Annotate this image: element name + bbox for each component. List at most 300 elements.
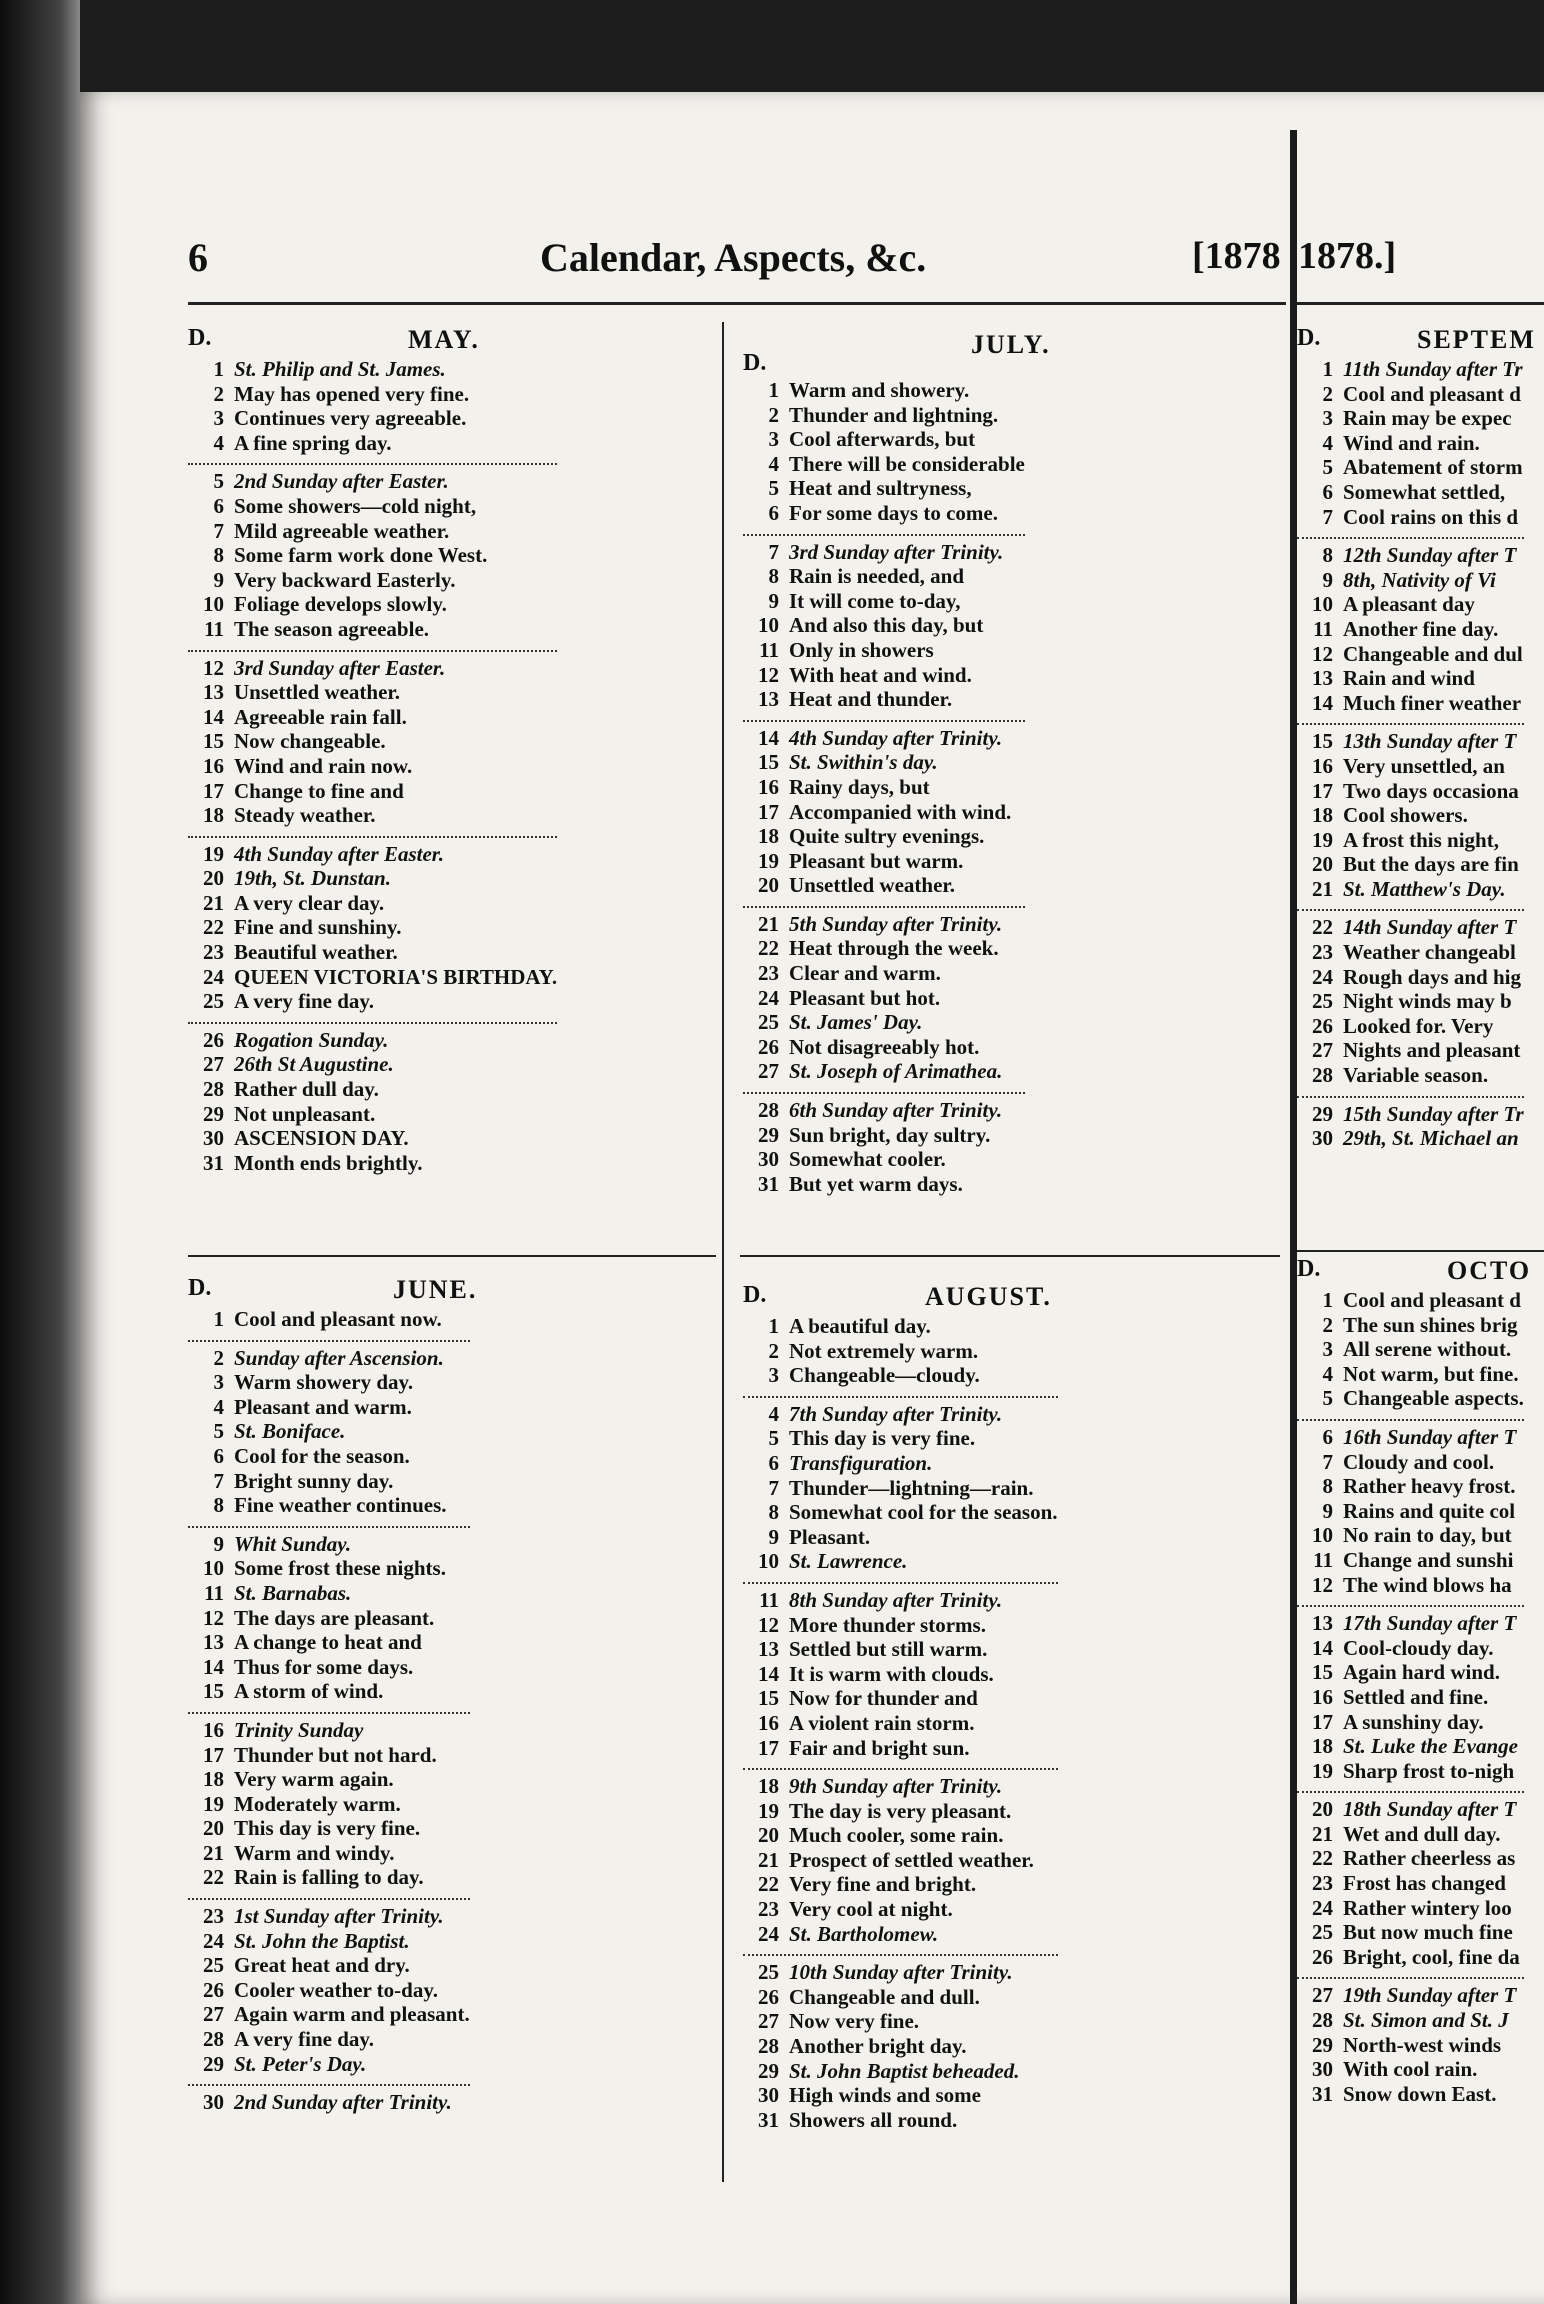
calendar-entry [188, 836, 557, 867]
day-note: Thunder—lightning—rain. [789, 1475, 1034, 1500]
calendar-entry [188, 1898, 470, 1929]
day-note: May has opened very fine. [234, 381, 470, 406]
day-note: Sunday after Ascension. [234, 1345, 444, 1370]
day-number: 3 [1322, 1337, 1333, 1362]
day-note: Heat through the week. [789, 936, 999, 961]
day-note: St. Simon and St. J [1343, 2008, 1509, 2033]
day-note: St. Lawrence. [789, 1549, 908, 1574]
calendar-entry [743, 1363, 1058, 1388]
calendar-entry [188, 1865, 470, 1890]
calendar-entry [188, 1792, 470, 1817]
calendar-entry [188, 1126, 557, 1151]
day-number: 15 [1312, 1660, 1333, 1685]
calendar-entry [743, 1396, 1058, 1427]
entry-list [1297, 357, 1524, 1151]
day-number: 10 [1312, 1523, 1333, 1548]
day-number: 19 [758, 848, 779, 873]
day-number: 1 [768, 1314, 779, 1338]
day-number: 17 [758, 799, 779, 824]
day-note: Moderately warm. [234, 1791, 401, 1816]
month-name: SEPTEM [1417, 325, 1536, 354]
calendar-entry [743, 1035, 1025, 1060]
day-number: 22 [758, 936, 779, 961]
day-note: Rough days and hig [1343, 964, 1521, 989]
day-number: 8 [213, 543, 224, 568]
day-number: 13 [758, 1637, 779, 1662]
day-note: Quite sultry evenings. [789, 824, 985, 849]
calendar-entry [1297, 357, 1524, 382]
day-number: 15 [758, 750, 779, 775]
day-number: 8 [768, 564, 779, 589]
year-right: 1878.] [1298, 235, 1397, 277]
day-note: 16th Sunday after T [1343, 1424, 1517, 1449]
day-note: Very fine and bright. [789, 1872, 977, 1897]
calendar-entry [188, 803, 557, 828]
calendar-entry [743, 687, 1025, 712]
day-number: 9 [768, 1524, 779, 1549]
day-number: 18 [758, 824, 779, 849]
entry-list [188, 357, 557, 1175]
calendar-entry [1297, 989, 1524, 1014]
calendar-entry [188, 729, 557, 754]
day-note: St. James' Day. [789, 1010, 923, 1035]
calendar-entry [1297, 1313, 1524, 1338]
calendar-entry [188, 754, 557, 779]
calendar-entry [1297, 1945, 1524, 1970]
day-note: Much cooler, some rain. [789, 1823, 1004, 1848]
day-note: The wind blows ha [1343, 1572, 1512, 1597]
day-note: 26th St Augustine. [234, 1052, 394, 1077]
calendar-entry [1297, 2008, 1524, 2033]
calendar-entry [188, 463, 557, 494]
day-note: Very unsettled, an [1343, 753, 1505, 778]
day-number: 21 [203, 1840, 224, 1865]
day-note: Again hard wind. [1343, 1660, 1500, 1685]
calendar-entry [188, 1630, 470, 1655]
calendar-entry [188, 617, 557, 642]
day-note: Accompanied with wind. [789, 799, 1012, 824]
day-note: Changeable and dull. [789, 1984, 980, 2009]
day-number: 14 [203, 704, 224, 729]
calendar-entry [743, 1662, 1058, 1687]
calendar-entry [743, 1582, 1058, 1613]
day-note: Clear and warm. [789, 961, 941, 986]
day-number: 17 [1312, 1709, 1333, 1734]
day-note: Unsettled weather. [789, 873, 956, 898]
day-note: Unsettled weather. [234, 680, 401, 705]
day-number: 5 [1322, 455, 1333, 480]
calendar-entry [1297, 1014, 1524, 1039]
day-number: 22 [203, 915, 224, 940]
day-number: 20 [203, 1816, 224, 1841]
day-number: 3 [213, 406, 224, 431]
day-note: Night winds may b [1343, 989, 1512, 1014]
day-note: 18th Sunday after T [1343, 1797, 1517, 1822]
day-note: A frost this night, [1343, 827, 1499, 852]
day-note: Heat and sultryness, [789, 476, 972, 501]
day-note: Very cool at night. [789, 1897, 953, 1922]
day-note: Prospect of settled weather. [789, 1847, 1034, 1872]
day-note: Rather wintery loo [1343, 1895, 1512, 1920]
calendar-entry [1297, 2057, 1524, 2082]
day-note: A sunshiny day. [1343, 1709, 1484, 1734]
calendar-entry [743, 1500, 1058, 1525]
day-number: 27 [203, 2002, 224, 2027]
day-note: Rain is needed, and [789, 564, 965, 589]
calendar-entry [188, 2084, 470, 2115]
day-number: 3 [768, 1363, 779, 1388]
day-column-heading: D. [188, 325, 212, 351]
day-note: Rain may be expec [1343, 406, 1512, 431]
calendar-entry [188, 1606, 470, 1631]
day-number: 24 [203, 964, 224, 989]
calendar-entry [743, 1848, 1058, 1873]
day-number: 14 [1312, 1635, 1333, 1660]
day-number: 14 [1312, 690, 1333, 715]
day-note: 3rd Sunday after Easter. [234, 655, 446, 680]
day-note: QUEEN VICTORIA'S BIRTHDAY. [234, 964, 558, 989]
calendar-entry [188, 1655, 470, 1680]
calendar-entry [743, 2108, 1058, 2133]
day-number: 24 [203, 1928, 224, 1953]
day-note: But yet warm days. [789, 1171, 963, 1196]
day-number: 11 [759, 637, 779, 662]
day-note: This day is very fine. [789, 1426, 976, 1451]
day-note: Bright sunny day. [234, 1468, 394, 1493]
calendar-entry [1297, 691, 1524, 716]
day-number: 4 [1322, 430, 1333, 455]
calendar-entry [188, 519, 557, 544]
day-note: Sharp frost to-nigh [1343, 1758, 1515, 1783]
day-note: This day is very fine. [234, 1816, 421, 1841]
day-note: Variable season. [1343, 1063, 1489, 1088]
calendar-entry [743, 720, 1025, 751]
calendar-entry [188, 1743, 470, 1768]
day-note: Sun bright, day sultry. [789, 1122, 991, 1147]
day-note: There will be considerable [789, 451, 1025, 476]
book-spine-shadow [0, 0, 80, 2304]
day-note: No rain to day, but [1343, 1523, 1512, 1548]
calendar-entry [743, 1476, 1058, 1501]
day-note: Rather cheerless as [1343, 1846, 1516, 1871]
day-number: 11 [204, 1580, 224, 1605]
day-note: Some farm work done West. [234, 543, 488, 568]
calendar-entry [188, 1022, 557, 1053]
day-note: A fine spring day. [234, 430, 392, 455]
calendar-entry [1297, 1573, 1524, 1598]
day-number: 4 [1322, 1361, 1333, 1386]
day-note: Somewhat settled, [1343, 479, 1506, 504]
calendar-entry [1297, 642, 1524, 667]
day-note: Wind and rain now. [234, 753, 413, 778]
day-number: 2 [768, 1338, 779, 1363]
day-number: 23 [758, 961, 779, 986]
day-number: 19 [758, 1798, 779, 1823]
day-note: Rains and quite col [1343, 1498, 1516, 1523]
day-number: 11 [759, 1587, 779, 1612]
day-note: Great heat and dry. [234, 1953, 410, 1978]
calendar-entry [743, 589, 1025, 614]
day-number: 7 [1322, 1449, 1333, 1474]
day-number: 23 [203, 1904, 224, 1929]
day-number: 26 [758, 1034, 779, 1059]
calendar-entry [188, 1581, 470, 1606]
calendar-entry [1297, 1846, 1524, 1871]
day-note: 17th Sunday after T [1343, 1611, 1517, 1636]
day-number: 14 [758, 1661, 779, 1686]
month-name: OCTO [1447, 1256, 1532, 1285]
day-note: St. Matthew's Day. [1343, 876, 1506, 901]
calendar-entry [1297, 1386, 1524, 1411]
day-number: 5 [768, 476, 779, 501]
entry-list [1297, 1288, 1524, 2106]
day-number: 21 [1312, 876, 1333, 901]
calendar-entry [743, 1768, 1058, 1799]
day-note: St. John the Baptist. [234, 1928, 410, 1953]
day-note: Not warm, but fine. [1343, 1361, 1519, 1386]
calendar-entry [1297, 2033, 1524, 2058]
calendar-entry [1297, 666, 1524, 691]
calendar-entry [743, 1799, 1058, 1824]
day-note: 15th Sunday after Tr [1343, 1101, 1524, 1126]
calendar-entry [188, 1953, 470, 1978]
day-note: A very fine day. [234, 2027, 374, 2052]
day-note: Some frost these nights. [234, 1556, 446, 1581]
day-note: It is warm with clouds. [789, 1661, 994, 1686]
calendar-entry [188, 382, 557, 407]
entry-list [188, 1307, 470, 2115]
day-note: But now much fine [1343, 1920, 1513, 1945]
calendar-entry [188, 779, 557, 804]
calendar-entry [188, 1493, 470, 1518]
day-number: 4 [213, 1394, 224, 1419]
calendar-entry [743, 1736, 1058, 1761]
day-note: Snow down East. [1343, 2081, 1497, 2106]
calendar-entry [188, 1340, 470, 1371]
calendar-entry [188, 940, 557, 965]
day-note: Warm and windy. [234, 1840, 395, 1865]
day-number: 25 [1312, 989, 1333, 1014]
calendar-entry [188, 1978, 470, 2003]
day-number: 29 [1312, 2032, 1333, 2057]
day-note: Now very fine. [789, 2009, 920, 2034]
column-divider [722, 322, 724, 2182]
day-note: 3rd Sunday after Trinity. [789, 539, 1004, 564]
calendar-entry [1297, 852, 1524, 877]
day-note: But the days are fin [1343, 852, 1519, 877]
calendar-entry [743, 936, 1025, 961]
day-number: 29 [203, 2051, 224, 2076]
day-number: 1 [213, 1307, 224, 1331]
calendar-entry [1297, 2082, 1524, 2107]
calendar-entry [188, 680, 557, 705]
day-number: 10 [758, 613, 779, 638]
calendar-entry [188, 1712, 470, 1743]
day-note: 13th Sunday after T [1343, 729, 1517, 754]
day-number: 1 [768, 378, 779, 402]
day-note: Trinity Sunday [234, 1717, 364, 1742]
calendar-entry [1297, 1734, 1524, 1759]
day-number: 29 [758, 2058, 779, 2083]
calendar-entry [1297, 909, 1524, 940]
day-number: 23 [758, 1897, 779, 1922]
day-note: Very warm again. [234, 1767, 394, 1792]
calendar-entry [1297, 965, 1524, 990]
day-number: 24 [1312, 1895, 1333, 1920]
calendar-entry [188, 1526, 470, 1557]
header-rule-right [1297, 302, 1544, 305]
calendar-entry [1297, 431, 1524, 456]
day-number: 30 [758, 1147, 779, 1172]
calendar-entry [1297, 382, 1524, 407]
calendar-entry [743, 1123, 1025, 1148]
day-number: 27 [1312, 1038, 1333, 1063]
day-number: 2 [213, 1345, 224, 1370]
day-note: Cool for the season. [234, 1443, 410, 1468]
day-number: 15 [203, 1679, 224, 1704]
calendar-entry [743, 2083, 1058, 2108]
calendar-entry [1297, 1710, 1524, 1735]
day-number: 26 [203, 1027, 224, 1052]
day-note: 4th Sunday after Easter. [234, 841, 445, 866]
day-note: A violent rain storm. [789, 1710, 975, 1735]
day-note: Thunder and lightning. [789, 402, 999, 427]
calendar-entry [188, 705, 557, 730]
day-note: Not unpleasant. [234, 1101, 376, 1126]
day-number: 16 [203, 1717, 224, 1742]
day-note: Fair and bright sun. [789, 1735, 970, 1760]
day-note: High winds and some [789, 2083, 981, 2108]
day-number: 30 [1312, 2057, 1333, 2082]
calendar-entry [743, 1985, 1058, 2010]
day-number: 19 [203, 841, 224, 866]
day-number: 28 [1312, 1063, 1333, 1088]
day-number: 5 [768, 1426, 779, 1451]
day-number: 18 [1312, 1734, 1333, 1759]
day-number: 31 [758, 1171, 779, 1196]
calendar-entry [188, 431, 557, 456]
calendar-entry [1297, 568, 1524, 593]
day-column-heading: D. [1297, 325, 1321, 351]
day-number: 5 [213, 469, 224, 494]
calendar-entry [188, 1419, 470, 1444]
day-note: Thus for some days. [234, 1654, 414, 1679]
calendar-entry [743, 2059, 1058, 2084]
day-number: 6 [768, 500, 779, 525]
day-note: Much finer weather [1343, 690, 1522, 715]
day-number: 2 [768, 402, 779, 427]
calendar-entry [743, 1339, 1058, 1364]
day-number: 4 [213, 430, 224, 455]
day-note: 10th Sunday after Trinity. [789, 1960, 1013, 1985]
day-number: 22 [758, 1872, 779, 1897]
day-number: 12 [1312, 641, 1333, 666]
day-number: 12 [203, 655, 224, 680]
calendar-entry [188, 989, 557, 1014]
day-note: St. Joseph of Arimathea. [789, 1059, 1003, 1084]
calendar-entry [743, 564, 1025, 589]
day-note: Settled but still warm. [789, 1637, 988, 1662]
day-number: 7 [768, 539, 779, 564]
day-number: 9 [1322, 1498, 1333, 1523]
day-note: Two days occasiona [1343, 778, 1519, 803]
day-number: 26 [758, 1984, 779, 2009]
day-note: 8th, Nativity of Vi [1343, 567, 1496, 592]
day-number: 11 [1313, 616, 1333, 641]
day-number: 21 [203, 890, 224, 915]
day-number: 30 [203, 1126, 224, 1151]
day-note: Cool-cloudy day. [1343, 1635, 1494, 1660]
calendar-entry [1297, 505, 1524, 530]
day-note: Steady weather. [234, 803, 376, 828]
calendar-entry [743, 1059, 1025, 1084]
day-number: 20 [758, 1823, 779, 1848]
day-note: St. Boniface. [234, 1419, 346, 1444]
day-note: Heat and thunder. [789, 687, 953, 712]
day-number: 18 [203, 803, 224, 828]
calendar-entry [1297, 940, 1524, 965]
calendar-entry [188, 406, 557, 431]
calendar-entry [188, 1151, 557, 1176]
day-note: Pleasant and warm. [234, 1394, 412, 1419]
calendar-entry [743, 906, 1025, 937]
day-number: 7 [213, 518, 224, 543]
day-note: Fine weather continues. [234, 1493, 447, 1518]
day-note: Not extremely warm. [789, 1338, 979, 1363]
day-note: 29th, St. Michael an [1343, 1126, 1519, 1151]
day-number: 28 [1312, 2008, 1333, 2033]
calendar-entry [743, 1897, 1058, 1922]
day-note: A change to heat and [234, 1630, 422, 1655]
calendar-entry [1297, 1920, 1524, 1945]
day-note: Continues very agreeable. [234, 406, 467, 431]
calendar-entry [743, 1451, 1058, 1476]
calendar-entry [743, 403, 1025, 428]
day-number: 26 [1312, 1013, 1333, 1038]
day-note: Cool showers. [1343, 803, 1468, 828]
day-number: 28 [203, 2027, 224, 2052]
day-number: 30 [1312, 1126, 1333, 1151]
day-note: Change to fine and [234, 778, 404, 803]
day-note: Rather heavy frost. [1343, 1474, 1516, 1499]
day-number: 13 [1312, 666, 1333, 691]
day-note: Mild agreeable weather. [234, 518, 450, 543]
calendar-entry [1297, 455, 1524, 480]
day-number: 10 [758, 1549, 779, 1574]
calendar-entry [743, 613, 1025, 638]
calendar-entry [743, 1147, 1025, 1172]
day-number: 16 [203, 753, 224, 778]
day-number: 27 [758, 1059, 779, 1084]
year-left: [1878 [1192, 235, 1281, 277]
day-note: Beautiful weather. [234, 940, 398, 965]
calendar-entry [188, 1929, 470, 1954]
calendar-entry [743, 1314, 1058, 1339]
day-note: Rather dull day. [234, 1077, 379, 1102]
day-note: 19th Sunday after T [1343, 1983, 1517, 2008]
day-number: 6 [1322, 1424, 1333, 1449]
day-number: 19 [1312, 827, 1333, 852]
day-number: 20 [758, 873, 779, 898]
day-number: 15 [203, 729, 224, 754]
day-column-heading: D. [1297, 1256, 1321, 1282]
calendar-entry [1297, 1791, 1524, 1822]
calendar-entry [188, 494, 557, 519]
calendar-entry [188, 650, 557, 681]
day-note: Nights and pleasant [1343, 1038, 1521, 1063]
day-number: 26 [203, 1977, 224, 2002]
calendar-entry [743, 1172, 1025, 1197]
